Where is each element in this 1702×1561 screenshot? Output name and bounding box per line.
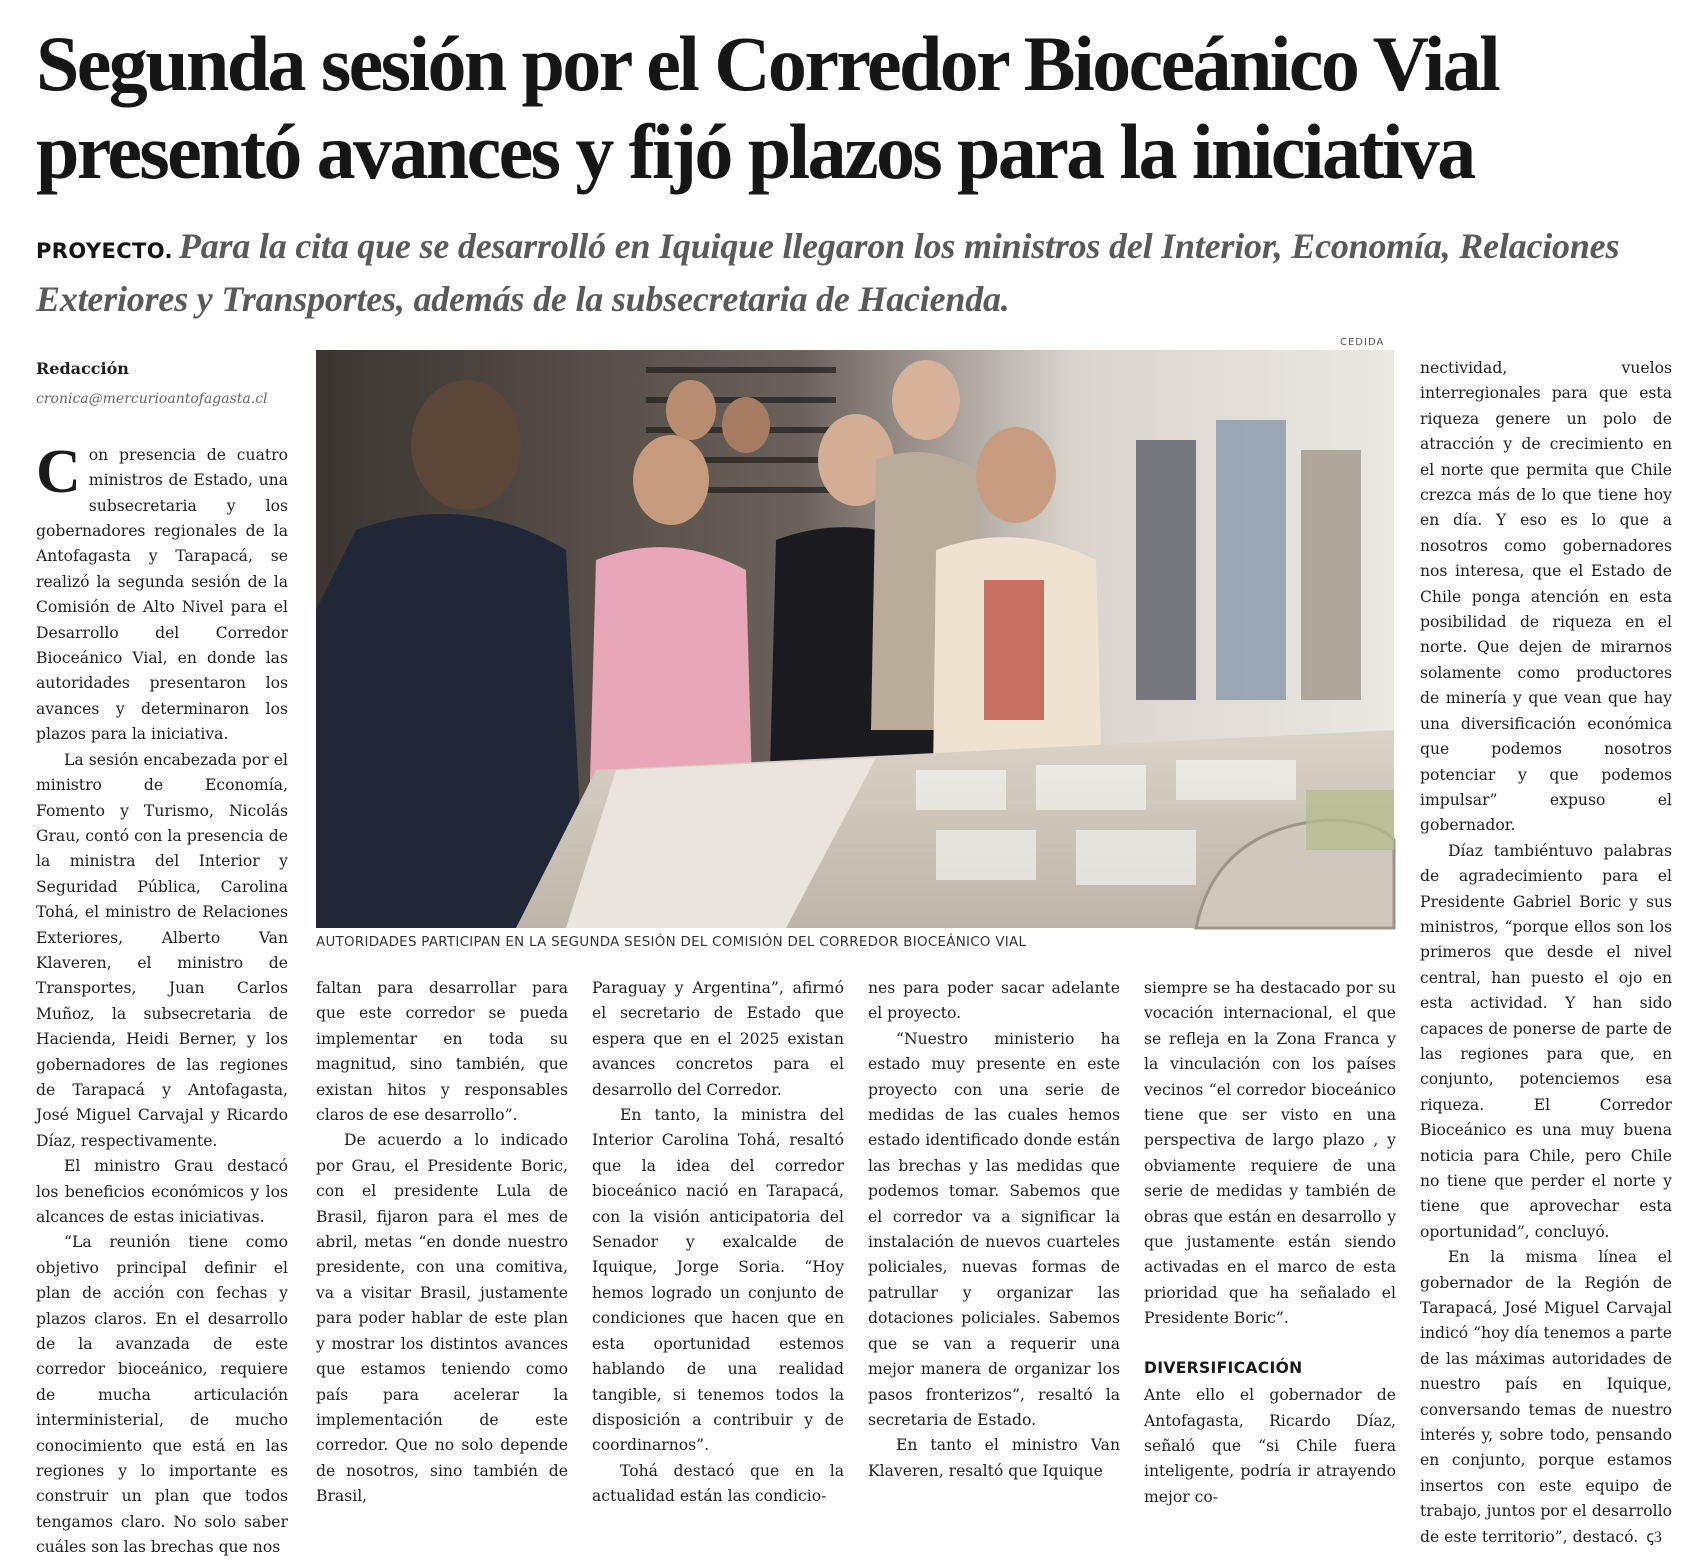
deck: [36, 222, 1676, 323]
paragraph-text: En la misma línea el gobernador de la Región de Tarapacá, José Miguel Carvajal indicó “hoy día tenemos a parte de las máximas autoridades de nuestro país en Iquique, conversando temas de nuestro interés y, sobre todo, pensando en conjunto, porque estamos insertos con este equipo de trabajo, juntos por el desarrollo de este territorio”, destacó.: [1420, 1248, 1672, 1546]
paragraph: nectividad, vuelos interregionales para que esta riqueza genere un polo de atracción y de crecimiento en el norte que permita que Chile crezca más de lo que tiene hoy en día. Y eso es lo que a nosotros como gobernadores nos interesa, que el Estado de Chile ponga atención en esta posibilidad de riqueza en el norte. Que dejen de mirarnos solamente como productores de minería y que vean que hay una diversificación económica que podemos nosotros potenciar y que podemos impulsar” expuso el gobernador.: [1420, 359, 1672, 835]
section-subhead: DIVERSIFICACIÓN: [1144, 1358, 1303, 1377]
headline-line-2: presentó avances y fijó plazos para la iniciativa: [36, 108, 1474, 195]
byline-email: cronica@mercurioantofagasta.cl: [36, 391, 268, 408]
deck-kicker: PROYECTO.: [36, 239, 173, 263]
column-6: [1420, 356, 1672, 1546]
paragraph: faltan para desarrollar para que este corredor se pueda implementar en toda su magnitud, sino también, que existan hitos y responsables claros de ese desarrollo”.: [316, 979, 568, 1125]
paragraph: En tanto, la ministra del Interior Carolina Tohá, resaltó que la idea del corredor bioceánico nació en Tarapacá, con la visión anticipatoria del Senador y exalcalde de Iquique, Jorge Soria. “Hoy hemos logrado un conjunto de condiciones que hacen que en esta oportunidad estemos hablando de una realidad tangible, si tenemos todos la disposición a contribuir y de coordinarnos”.: [592, 1106, 844, 1455]
column-5: [1144, 976, 1396, 1506]
paragraph: “Nuestro ministerio ha estado muy presente en este proyecto con una serie de medidas de las cuales hemos estado identificado donde están las brechas y las medidas que podemos tomar. Sabemos que el corredor va a significar la instalación de nuevos cuarteles policiales, nuevas formas de patrullar y organizar las dotaciones policiales. Sabemos que se van a requerir una mejor manera de organizar los pasos fronterizos”, resaltó la secretaria de Estado.: [868, 1029, 1120, 1429]
paragraph: Paraguay y Argentina”, afirmó el secretario de Estado que espera que en el 2025 existan avances concretos para el desarrollo del Corredor.: [592, 979, 844, 1099]
end-mark: ꞔ3: [1646, 1528, 1662, 1546]
column-1: [36, 356, 288, 1557]
deck-text: Para la cita que se desarrolló en Iquique llegaron los ministros del Interior, Economía, Relaciones Exteriores y Transportes, además de la subsecretaria de Hacienda.: [36, 226, 1620, 319]
paragraph: Tohá destacó que en la actualidad están las condicio-: [592, 1461, 844, 1506]
column-2: [316, 976, 568, 1506]
photo-credit: CEDIDA: [1340, 337, 1385, 348]
article-photo: [316, 350, 1394, 928]
photo-illustration: [316, 350, 1394, 928]
paragraph: Ante ello el gobernador de Antofagasta, Ricardo Díaz, señaló que “si Chile fuera inteligente, podría ir atrayendo mejor co-: [1144, 1386, 1396, 1506]
photo-caption: AUTORIDADES PARTICIPAN EN LA SEGUNDA SESIÓN DEL COMISIÓN DEL CORREDOR BIOCEÁNICO VIAL: [316, 935, 1027, 950]
column-4: [868, 976, 1120, 1486]
paragraph-text: on presencia de cuatro ministros de Estado, una subsecretaria y los gobernadores regionales de la Antofagasta y Tarapacá, se realizó la segunda sesión de la Comisión de Alto Nivel para el Desarrollo del Corredor Bioceánico Vial, en donde las autoridades presentaron los avances y determinaron los plazos para la iniciativa.: [36, 445, 288, 744]
paragraph: De acuerdo a lo indicado por Grau, el Presidente Boric, con el presidente Lula de Brasil, fijaron para el mes de abril, metas “en donde nuestro presidente, con una comitiva, va a visitar Brasil, justamente para poder hablar de este plan y mostrar los distintos avances que estamos teniendo como país para acelerar la implementación de este corredor. Que no solo depende de nosotros, sino también de Brasil,: [316, 1131, 568, 1506]
paragraph: siempre se ha destacado por su vocación internacional, el que se refleja en la Zona Franca y la vinculación con los países vecinos “el corredor bioceánico tiene que ser visto en una perspectiva de largo plazo , y obviamente requiere de una serie de medidas y también de obras que están en desarrollo y que justamente están siendo activadas en el marco de esta prioridad que ha señalado el Presidente Boric”.: [1144, 979, 1396, 1328]
drop-cap: C: [36, 437, 81, 506]
paragraph: En tanto el ministro Van Klaveren, resaltó que Iquique: [868, 1436, 1120, 1480]
column-3: [592, 976, 844, 1506]
paragraph: La sesión encabezada por el ministro de Economía, Fomento y Turismo, Nicolás Grau, contó con la presencia de la ministra del Interior y Seguridad Pública, Carolina Tohá, el ministro de Relaciones Exteriores, Alberto Van Klaveren, el ministro de Transportes, Juan Carlos Muñoz, la subsecretaria de Hacienda, Heidi Berner, y los gobernadores de las regiones de Tarapacá y Antofagasta, José Miguel Carvajal y Ricardo Díaz, respectivamente.: [36, 750, 288, 1150]
byline-author: Redacción: [36, 359, 129, 378]
headline-line-1: Segunda sesión por el Corredor Bioceánico Vial: [36, 20, 1499, 107]
paragraph: Díaz tambiéntuvo palabras de agradecimiento para el Presidente Gabriel Boric y sus ministros, “porque ellos son los primeros que desde el nivel central, han puesto el ojo en esta actividad. Y han sido capaces de ponerse de parte de las regiones para que, en conjunto, potenciemos esa riqueza. El Corredor Bioceánico es una muy buena noticia para Chile, pero Chile no tiene que perder el norte y tiene que aprovechar esta oportunidad”, concluyó.: [1420, 841, 1672, 1241]
paragraph: nes para poder sacar adelante el proyecto.: [868, 979, 1120, 1023]
paragraph: [36, 437, 288, 748]
headline: [36, 20, 1676, 196]
paragraph: [1420, 1245, 1672, 1550]
paragraph: El ministro Grau destacó los beneficios económicos y los alcances de estas iniciativas.: [36, 1157, 288, 1226]
paragraph: “La reunión tiene como objetivo principal definir el plan de acción con fechas y plazos claros. En el desarrollo de la avanzada de este corredor bioceánico, requiere de mucha articulación interministerial, de mucho conocimiento que está en las regiones y lo importante es construir un plan que todos tengamos claro. No solo saber cuáles son las brechas que nos: [36, 1233, 288, 1557]
